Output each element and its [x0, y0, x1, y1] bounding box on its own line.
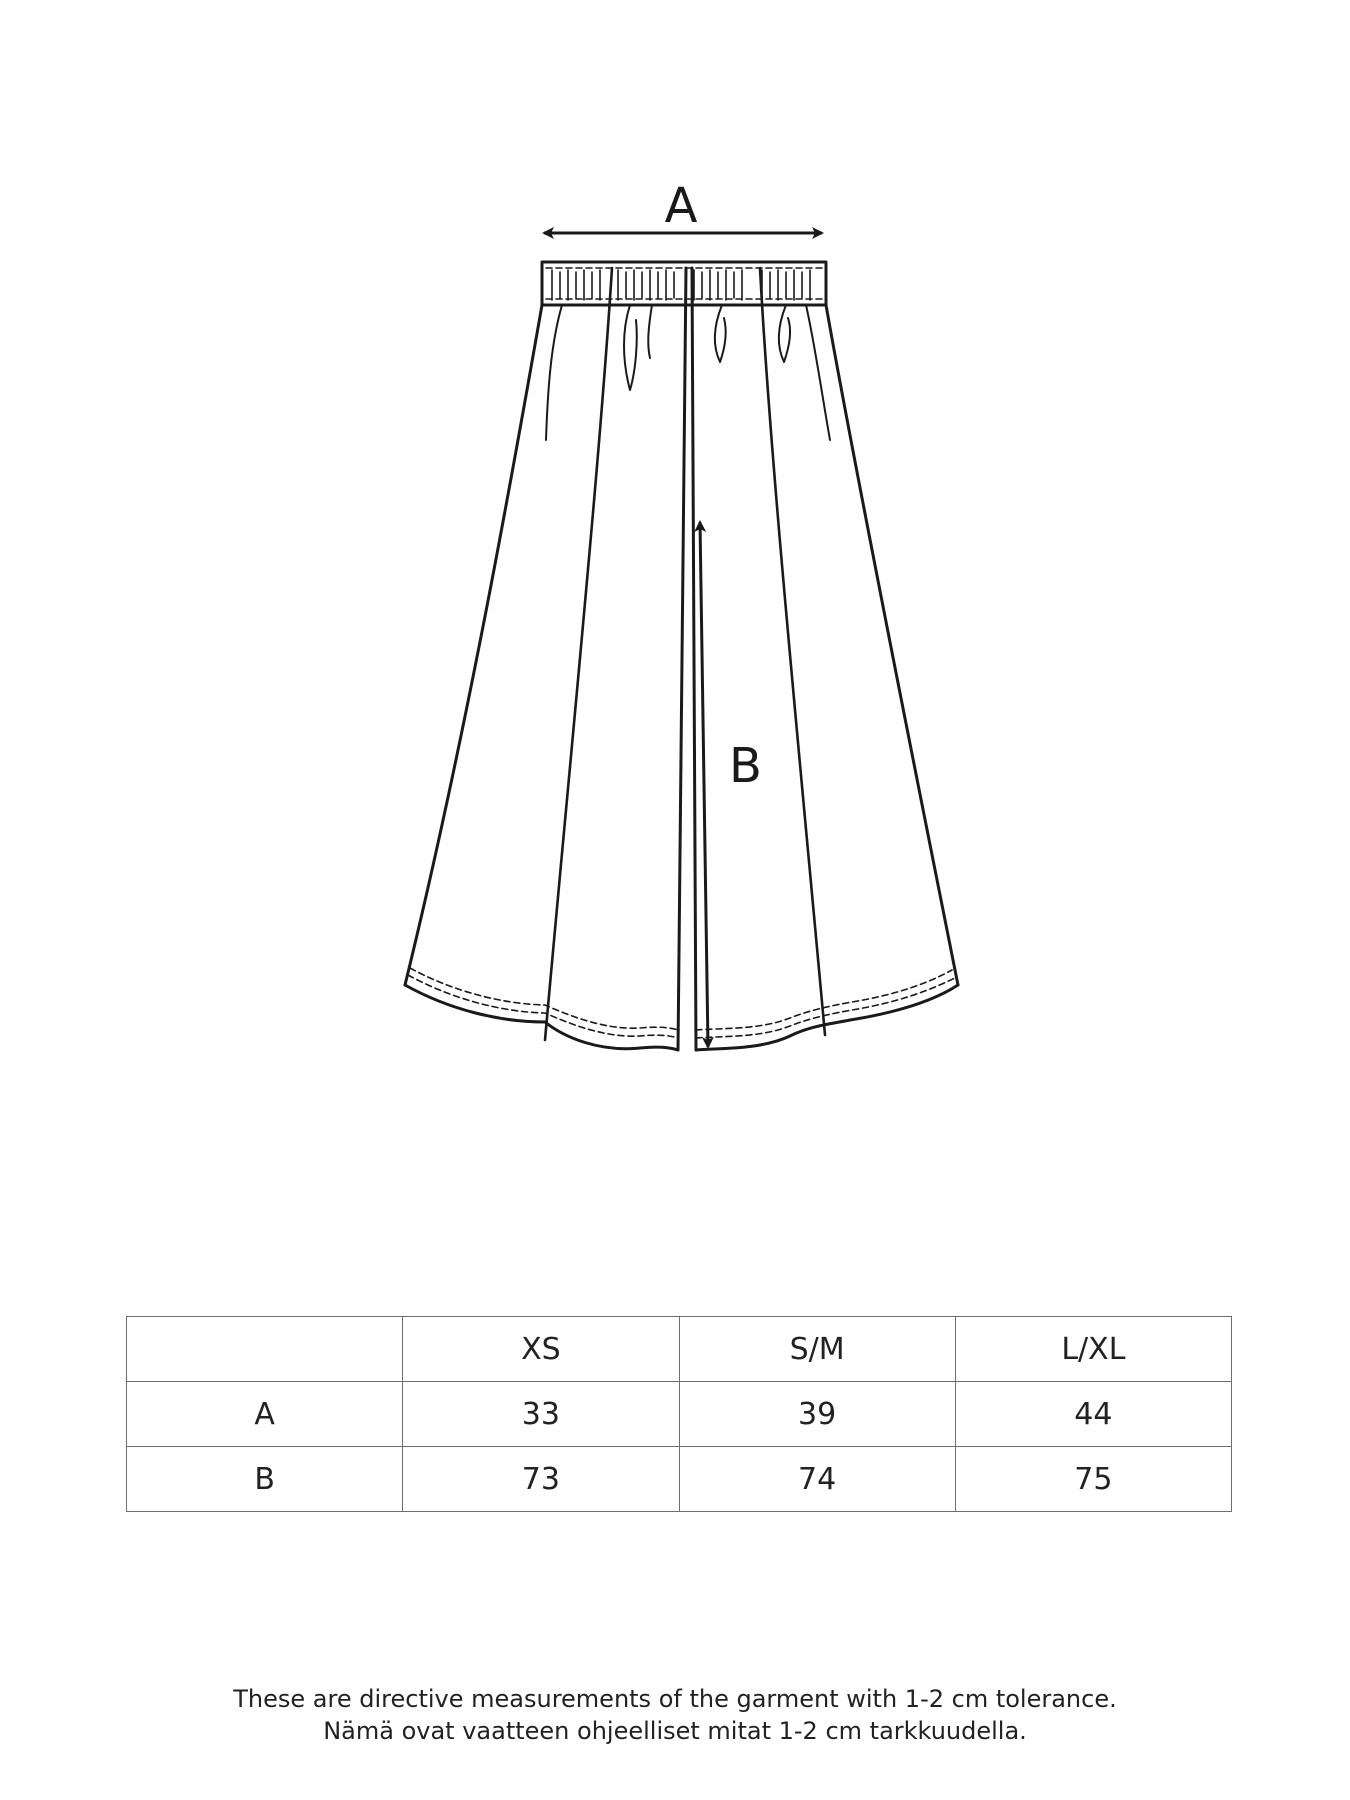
hem-stitching-lower: [408, 975, 955, 1038]
table-header-cell: L/XL: [955, 1317, 1231, 1382]
table-row: [127, 1382, 1232, 1447]
measurement-b: [700, 522, 762, 1047]
measurement-b-label: B: [729, 738, 762, 794]
table-header-cell: S/M: [679, 1317, 955, 1382]
pants-drawing: [405, 262, 958, 1050]
right-panel-seam: [760, 268, 825, 1035]
table-cell: 73: [403, 1447, 679, 1512]
table-cell: 39: [679, 1382, 955, 1447]
left-leg-inseam: [678, 268, 686, 1050]
table-cell: 75: [955, 1447, 1231, 1512]
row-label-cell: A: [127, 1382, 403, 1447]
hem-stitching: [410, 968, 952, 1030]
pleat-right-1: [715, 305, 726, 362]
pleat-right-3: [806, 305, 830, 440]
disclaimer-english: These are directive measurements of the garment with 1-2 cm tolerance.: [233, 1685, 1117, 1713]
table-row: [127, 1447, 1232, 1512]
size-chart-table: [126, 1316, 1232, 1512]
table-cell: 44: [955, 1382, 1231, 1447]
table-header-cell: XS: [403, 1317, 679, 1382]
pleat-right-2: [779, 305, 790, 362]
right-leg-inseam: [692, 268, 696, 1050]
table-cell: 74: [679, 1447, 955, 1512]
table-cell: 33: [403, 1382, 679, 1447]
disclaimer-finnish: Nämä ovat vaatteen ohjeelliset mitat 1-2 cm tarkkuudella.: [323, 1717, 1027, 1745]
measurement-disclaimer: [0, 1683, 1350, 1747]
measurement-a-label: A: [664, 178, 698, 234]
left-panel-seam: [545, 268, 612, 1040]
pleat-left-1: [546, 305, 562, 440]
right-leg-outer-seam: [826, 305, 958, 985]
measurement-a: [544, 178, 822, 234]
measurement-b-arrow: [700, 522, 708, 1047]
hemline: [405, 985, 958, 1050]
pleat-left-3: [648, 305, 652, 358]
table-header-cell: [127, 1317, 403, 1382]
row-label-cell: B: [127, 1447, 403, 1512]
left-leg-outer-seam: [405, 305, 542, 985]
pleat-left-2: [624, 305, 637, 390]
table-header-row: [127, 1317, 1232, 1382]
